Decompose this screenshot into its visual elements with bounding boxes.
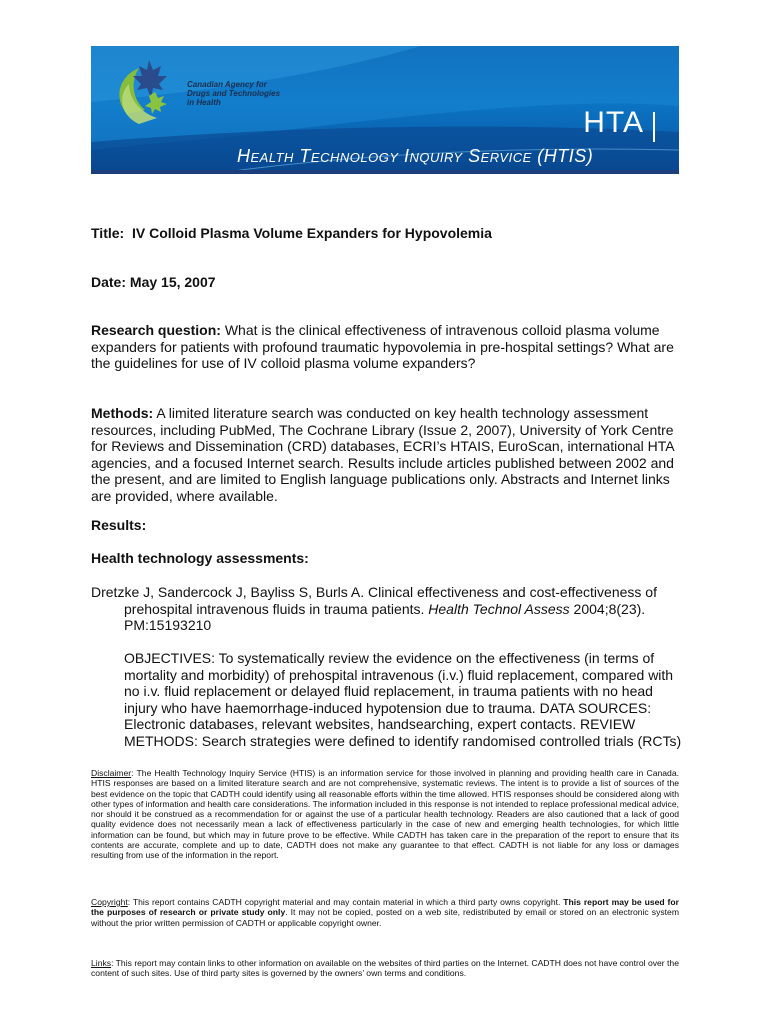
report-title bbox=[91, 225, 681, 242]
title-label: Title: bbox=[91, 225, 125, 241]
agency-name bbox=[187, 80, 287, 107]
results-heading: Results: bbox=[91, 517, 147, 533]
date-text: May 15, 2007 bbox=[129, 274, 216, 290]
research-question-label: Research question: bbox=[91, 322, 221, 338]
citation-source bbox=[91, 601, 681, 618]
citation-volume: 2004;8(23). bbox=[569, 600, 646, 617]
cadth-logo bbox=[109, 54, 281, 130]
htis-service-name: Health Technology Inquiry Service (HTIS) bbox=[237, 146, 594, 166]
methods-text: A limited literature search was conducted on key health technology assessment resources, including PubMed, The Cochrane Library (Issue 2, 2007), University of York Centre for Reviews and Dissemination (CRD) databases, ECRI’s HTAIS, EuroScan, international HTA agencies, and a focused Internet search. Results include articles published between 2002 and the present, and are limited to English language publications only. Abstracts and Internet links are provided, where available. bbox=[91, 405, 674, 504]
links-text: : This report may contain links to other information on available on the websites of third parties on the Internet. CADTH does not have control over the content of such sites. Use of third party sites is governed by the owners’ own terms and conditions. bbox=[91, 958, 679, 979]
research-question bbox=[91, 322, 681, 372]
links-note bbox=[91, 958, 679, 979]
disclaimer-note bbox=[91, 768, 679, 861]
methods-section bbox=[91, 405, 681, 504]
hta-divider bbox=[653, 112, 655, 142]
disclaimer-text: : The Health Technology Inquiry Service (HTIS) is an information service for those involved in planning and providing health care in Canada. HTIS responses are based on a limited literature search and are not comprehensive, systematic reviews. The intent is to provide a list of sources of the best evidence on the topic that CADTH could identify using all reasonable efforts within the time allowed. HTIS responses should be considered along with other types of information and health care considerations. The information included in this response is not intended to replace professional medical advice, nor should it be construed as a recommendation for or against the use of a particular health technology. Readers are also cautioned that a lack of good quality evidence does not necessarily mean a lack of effectiveness particularly in the case of new and emerging health technologies, for which little information can be found, but which may in future prove to be effective. While CADTH has taken care in the preparation of the report to ensure that its contents are accurate, complete and up to date, CADTH does not make any guarantee to that effect. CADTH is not liable for any loss or damages resulting from use of the information in the report. bbox=[91, 768, 679, 861]
cadth-htis-banner bbox=[91, 46, 679, 174]
research-question-text: What is the clinical effectiveness of intravenous colloid plasma volume expanders for patients with profound traumatic hypovolemia in pre-hospital settings? What are the guidelines for use of IV colloid plasma volume expanders? bbox=[91, 322, 674, 371]
citation-authors: Dretzke J, Sandercock J, Bayliss S, Burls A. Clinical effectiveness and cost-effectiveness of bbox=[91, 584, 657, 600]
agency-name-line: Drugs and Technologies bbox=[187, 89, 281, 98]
hta-label: HTA bbox=[583, 106, 644, 139]
banner-bottom-rule bbox=[91, 170, 679, 174]
citation-journal: Health Technol Assess bbox=[428, 600, 570, 617]
citation-entry bbox=[91, 584, 681, 634]
copyright-permitted-use: This report may be used for the purposes of research or private study only bbox=[91, 897, 679, 918]
agency-name-line: in Health bbox=[187, 98, 221, 107]
citation-title-cont: prehospital intravenous fluids in trauma patients. bbox=[124, 600, 429, 617]
citation-abstract: OBJECTIVES: To systematically review the evidence on the effectiveness (in terms of mortality and morbidity) of prehospital intravenous (i.v.) fluid replacement, compared with no i.v. fluid replacement or delayed fluid replacement, in trauma patients with no head injury who have haemorrhage-induced hypotension due to trauma. DATA SOURCES: Electronic databases, relevant websites, handsearching, expert contacts. REVIEW METHODS: Search strategies were defined to identify randomised controlled trials (RCTs) bbox=[124, 650, 682, 749]
disclaimer-label: Disclaimer bbox=[91, 768, 132, 778]
title-text: IV Colloid Plasma Volume Expanders for Hypovolemia bbox=[131, 225, 492, 241]
methods-label: Methods: bbox=[91, 405, 154, 421]
copyright-note bbox=[91, 897, 679, 928]
agency-name-line: Canadian Agency for bbox=[187, 80, 267, 89]
citation-pmid: PM:15193210 bbox=[124, 617, 212, 633]
links-label: Links bbox=[91, 958, 112, 968]
hta-subheading: Health technology assessments: bbox=[91, 550, 309, 566]
date-label: Date: bbox=[91, 274, 127, 290]
copyright-label: Copyright bbox=[91, 897, 128, 907]
copyright-text: : This report contains CADTH copyright material and may contain material in which a third party owns copyright. bbox=[127, 897, 564, 907]
copyright-text-cont: . It may not be copied, posted on a web site, redistributed by email or stored on an electronic system without the prior written permission of CADTH or applicable copyright owner. bbox=[91, 907, 679, 928]
report-date bbox=[91, 274, 681, 291]
maple-leaf-logo-icon bbox=[109, 54, 189, 130]
